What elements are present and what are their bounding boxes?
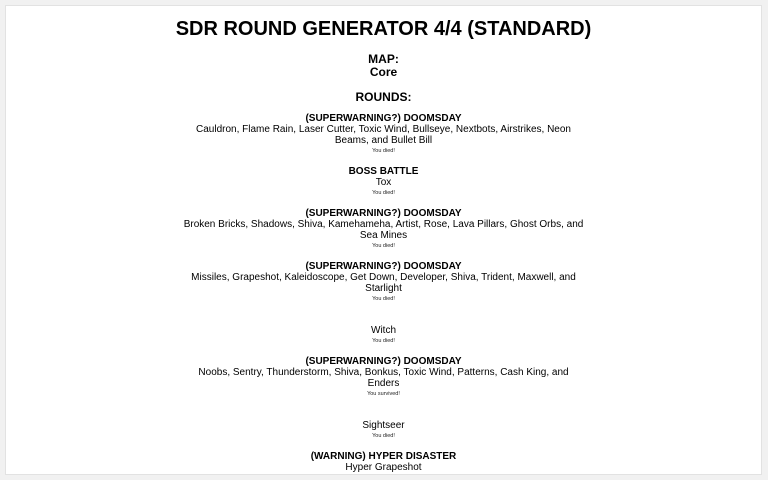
generator-page [5,5,762,475]
round-disasters: Tox [375,177,392,188]
round-result: You survived! [367,391,400,397]
rounds-label: ROUNDS: [355,90,412,104]
round-title: (SUPERWARNING?) DOOMSDAY [305,208,462,219]
round-disasters: Broken Bricks, Shadows, Shiva, Kamehameha, Artist, Rose, Lava Pillars, Ghost Orbs, and Sea Mines [183,219,584,241]
round-title: BOSS BATTLE [348,166,419,177]
map-value: Core [369,65,398,79]
round-item [6,451,761,473]
round-disasters: Sightseer [362,420,405,431]
round-disasters: Cauldron, Flame Rain, Laser Cutter, Toxic Wind, Bullseye, Nextbots, Airstrikes, Neon Beams, and Bullet Bill [196,124,571,146]
round-result: You died! [372,433,395,439]
round-result: You died! [372,296,395,302]
round-result: You died! [372,148,395,154]
round-title: (WARNING) HYPER DISASTER [310,451,457,462]
round-result: You died! [372,338,395,344]
page-title: SDR ROUND GENERATOR 4/4 (STANDARD) [175,18,592,40]
round-item [6,166,761,198]
round-item [6,208,761,251]
round-result: You died! [372,190,395,196]
round-title: (SUPERWARNING?) DOOMSDAY [305,113,462,124]
rounds-list [6,113,761,473]
round-title: (SUPERWARNING?) DOOMSDAY [305,261,462,272]
round-item [6,261,761,304]
round-title [6,409,761,420]
round-disasters: Missiles, Grapeshot, Kaleidoscope, Get Down, Developer, Shiva, Trident, Maxwell, and Starlight [191,272,576,294]
round-item [6,314,761,346]
round-item [6,113,761,156]
round-item [6,356,761,399]
round-title: (SUPERWARNING?) DOOMSDAY [305,356,462,367]
round-item [6,409,761,441]
round-result: You died! [372,243,395,249]
round-title [6,314,761,325]
round-disasters: Witch [371,325,396,336]
map-label: MAP: [368,52,399,66]
round-disasters: Hyper Grapeshot [345,462,422,473]
round-disasters: Noobs, Sentry, Thunderstorm, Shiva, Bonkus, Toxic Wind, Patterns, Cash King, and Enders [198,367,569,389]
